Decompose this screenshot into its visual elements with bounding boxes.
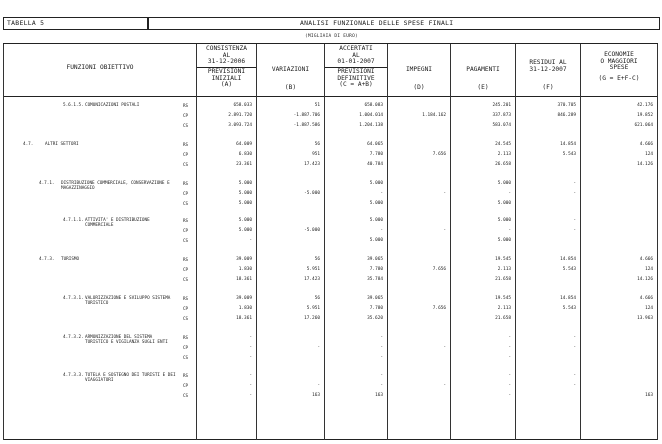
cell-a: 658.033 [233, 103, 252, 108]
cell-g: 163 [645, 393, 653, 398]
col-b-header: VARIAZIONI (B) [271, 66, 310, 91]
cell-f: - [573, 181, 576, 186]
line-type: CP [183, 383, 189, 388]
cell-b: 17.423 [304, 277, 320, 282]
cell-e: - [508, 345, 511, 350]
line-type: CP [183, 267, 189, 272]
col-divider [324, 44, 325, 440]
row-label: ALTRI SETTORI [45, 142, 79, 147]
cell-g: 14.126 [637, 277, 653, 282]
line-type: RS [183, 181, 189, 186]
cell-c: - [380, 373, 383, 378]
cell-e: - [508, 228, 511, 233]
cell-b: 951 [312, 152, 320, 157]
cell-g: 4.666 [639, 142, 653, 147]
cell-c: 163 [375, 393, 383, 398]
cell-b: 56 [314, 142, 320, 147]
row-code: 4.7.1.1. [63, 218, 84, 223]
cell-f: 370.705 [557, 103, 576, 108]
header-bottom-rule [3, 96, 658, 97]
cell-e: - [508, 191, 511, 196]
cell-b: 56 [314, 257, 320, 262]
cell-f: 5.543 [562, 267, 576, 272]
cell-c: 658.083 [364, 103, 383, 108]
cell-e: - [508, 355, 511, 360]
cell-b: 56 [314, 296, 320, 301]
cell-c: 40.784 [367, 162, 383, 167]
cell-a: 5.000 [238, 218, 252, 223]
cell-b: 17.423 [304, 162, 320, 167]
cell-e: - [508, 393, 511, 398]
cell-e: 5.000 [497, 238, 511, 243]
cell-g: 621.064 [634, 123, 653, 128]
cell-d: 1.184.162 [422, 113, 446, 118]
col-divider [256, 44, 257, 440]
col-divider [580, 44, 581, 440]
cell-d: 7.656 [432, 152, 446, 157]
cell-e: 5.000 [497, 201, 511, 206]
line-type: RS [183, 142, 189, 147]
cell-e: 5.000 [497, 181, 511, 186]
cell-b: 17.260 [304, 316, 320, 321]
cell-a: 2.891.720 [228, 113, 252, 118]
cell-a: 1.830 [238, 267, 252, 272]
functions-header: FUNZIONI OBIETTIVO [66, 64, 134, 71]
cell-a: 23.361 [236, 162, 252, 167]
cell-f: 14.854 [560, 257, 576, 262]
line-type: RS [183, 335, 189, 340]
line-type: CP [183, 152, 189, 157]
cell-f: 5.543 [562, 306, 576, 311]
row-code: 5.6.1.5. [63, 103, 84, 108]
cell-a: - [249, 238, 252, 243]
line-type: CS [183, 238, 189, 243]
col-divider [515, 44, 516, 440]
col-a-subheader: PREVISIONI INIZIALI (A) [207, 68, 246, 89]
cell-d: - [443, 228, 446, 233]
cell-b: -1.887.706 [293, 113, 320, 118]
cell-c: 35.784 [367, 277, 383, 282]
line-type: RS [183, 296, 189, 301]
cell-a: 5.000 [238, 191, 252, 196]
col-divider [387, 44, 388, 440]
cell-b: - [317, 383, 320, 388]
cell-c: 5.000 [369, 218, 383, 223]
cell-c: 1.204.138 [359, 123, 383, 128]
row-code: 4.7.1. [39, 181, 55, 186]
cell-c: - [380, 345, 383, 350]
cell-e: 337.873 [492, 113, 511, 118]
cell-a: 6.830 [238, 152, 252, 157]
cell-e: 2.113 [497, 267, 511, 272]
cell-a: 18.361 [236, 316, 252, 321]
row-label: VALORIZZAZIONE E SVILUPPO SISTEMA TURISTICO [85, 296, 171, 307]
cell-d: 7.656 [432, 267, 446, 272]
cell-d: - [443, 345, 446, 350]
cell-e: 2.113 [497, 306, 511, 311]
line-type: CP [183, 345, 189, 350]
cell-a: 64.009 [236, 142, 252, 147]
line-type: CP [183, 306, 189, 311]
unit-note: (MIGLIAIA DI EURO) [305, 34, 358, 39]
line-type: CS [183, 277, 189, 282]
line-type: RS [183, 373, 189, 378]
cell-a: - [249, 355, 252, 360]
cell-g: 124 [645, 267, 653, 272]
cell-a: - [249, 335, 252, 340]
cell-e: 26.658 [495, 162, 511, 167]
cell-a: - [249, 373, 252, 378]
cell-c: 35.620 [367, 316, 383, 321]
cell-a: 39.009 [236, 296, 252, 301]
col-a-header: CONSISTENZA AL 31-12-2006 [206, 45, 247, 66]
header-top-rule [3, 43, 658, 44]
cell-b: 163 [312, 393, 320, 398]
cell-e: 21.658 [495, 277, 511, 282]
cell-e: 19.545 [495, 257, 511, 262]
line-type: CS [183, 162, 189, 167]
cell-f: - [573, 335, 576, 340]
cell-c: 7.780 [369, 267, 383, 272]
cell-a: 18.361 [236, 277, 252, 282]
cell-d: - [443, 383, 446, 388]
cell-g: 14.126 [637, 162, 653, 167]
cell-d: 7.656 [432, 306, 446, 311]
cell-c: - [380, 335, 383, 340]
col-divider [3, 44, 4, 440]
cell-f: - [573, 228, 576, 233]
line-type: CS [183, 355, 189, 360]
row-code: 4.7. [23, 142, 34, 147]
cell-e: 5.000 [497, 218, 511, 223]
cell-f: - [573, 218, 576, 223]
row-code: 4.7.3. [39, 257, 55, 262]
cell-e: 21.658 [495, 316, 511, 321]
cell-e: - [508, 335, 511, 340]
cell-f: - [573, 383, 576, 388]
cell-g: 19.852 [637, 113, 653, 118]
cell-d: - [443, 191, 446, 196]
cell-f: 846.289 [557, 113, 576, 118]
cell-g: 4.666 [639, 296, 653, 301]
row-label: TURISMO [61, 257, 80, 262]
cell-e: 24.545 [495, 142, 511, 147]
cell-g: 4.666 [639, 257, 653, 262]
cell-b: 5.951 [306, 267, 320, 272]
table-number: TABELLA 5 [7, 19, 45, 27]
cell-a: - [249, 345, 252, 350]
cell-f: 14.854 [560, 296, 576, 301]
line-type: CP [183, 191, 189, 196]
cell-a: 3.093.724 [228, 123, 252, 128]
cell-g: 42.176 [637, 103, 653, 108]
cell-b: -5.000 [304, 191, 320, 196]
row-label: TUTELA E SOSTEGNO DEI TURISTI E DEI VIAGGIATORI [85, 373, 176, 384]
cell-g: 13.963 [637, 316, 653, 321]
cell-c: 64.065 [367, 142, 383, 147]
col-f-header: RESIDUI AL 31-12-2007 (F) [529, 59, 567, 92]
cell-c: - [380, 355, 383, 360]
cell-c: 1.004.014 [359, 113, 383, 118]
row-label: ARMONIZZAZIONE DEL SISTEMA TURISTICO E VIGILANZA SUGLI ENTI [85, 335, 168, 346]
cell-c: 39.065 [367, 296, 383, 301]
cell-a: 5.000 [238, 228, 252, 233]
col-d-header: IMPEGNI (D) [405, 66, 433, 91]
col-g-header: ECONOMIE O MAGGIORI SPESE (G = E+F-C) [598, 51, 640, 82]
row-label: ATTIVITA' E DISTRIBUZIONE COMMERCIALE [85, 218, 150, 229]
col-divider [450, 44, 451, 440]
cell-c: 5.000 [369, 181, 383, 186]
cell-c: 5.000 [369, 238, 383, 243]
cell-c: - [380, 191, 383, 196]
cell-c: 7.780 [369, 306, 383, 311]
cell-e: 583.074 [492, 123, 511, 128]
table-bottom-rule [3, 439, 658, 440]
cell-c: 7.780 [369, 152, 383, 157]
row-code: 4.7.3.2. [63, 335, 84, 340]
line-type: RS [183, 218, 189, 223]
cell-b: 5.951 [306, 306, 320, 311]
page-title: ANALISI FUNZIONALE DELLE SPESE FINALI [300, 19, 454, 27]
col-c-header: ACCERTATI AL 01-01-2007 [337, 45, 375, 66]
cell-b: -5.000 [304, 228, 320, 233]
cell-f: 5.543 [562, 152, 576, 157]
cell-f: 14.854 [560, 142, 576, 147]
cell-f: - [573, 345, 576, 350]
row-label: DISTRIBUZIONE COMMERCIALE, CONSERVAZIONE E MAGAZZINAGGIO [61, 181, 170, 192]
cell-g: 124 [645, 306, 653, 311]
cell-a: - [249, 383, 252, 388]
cell-a: 5.000 [238, 181, 252, 186]
cell-c: - [380, 228, 383, 233]
line-type: RS [183, 103, 189, 108]
cell-c: 5.000 [369, 201, 383, 206]
row-label: COMUNICAZIONI POSTALI [85, 103, 140, 108]
line-type: CS [183, 201, 189, 206]
line-type: CP [183, 113, 189, 118]
row-code: 4.7.3.3. [63, 373, 84, 378]
cell-f: - [573, 373, 576, 378]
col-c-subheader: PREVISIONI DEFINITIVE (C = A+B) [337, 68, 375, 89]
cell-b: - [317, 345, 320, 350]
line-type: CS [183, 393, 189, 398]
line-type: CP [183, 228, 189, 233]
cell-e: 2.113 [497, 152, 511, 157]
cell-b: 51 [314, 103, 320, 108]
line-type: CS [183, 123, 189, 128]
col-e-header: PAGAMENTI (E) [466, 66, 500, 91]
cell-a: 39.009 [236, 257, 252, 262]
col-divider [657, 44, 658, 440]
cell-g: 124 [645, 152, 653, 157]
cell-a: 1.830 [238, 306, 252, 311]
line-type: RS [183, 257, 189, 262]
line-type: CS [183, 316, 189, 321]
cell-b: -1.887.586 [293, 123, 320, 128]
row-code: 4.7.3.1. [63, 296, 84, 301]
cell-a: - [249, 393, 252, 398]
cell-e: - [508, 383, 511, 388]
cell-c: - [380, 383, 383, 388]
cell-e: - [508, 373, 511, 378]
cell-e: 19.545 [495, 296, 511, 301]
cell-c: 39.065 [367, 257, 383, 262]
cell-e: 245.201 [492, 103, 511, 108]
cell-f: - [573, 191, 576, 196]
cell-a: 5.000 [238, 201, 252, 206]
